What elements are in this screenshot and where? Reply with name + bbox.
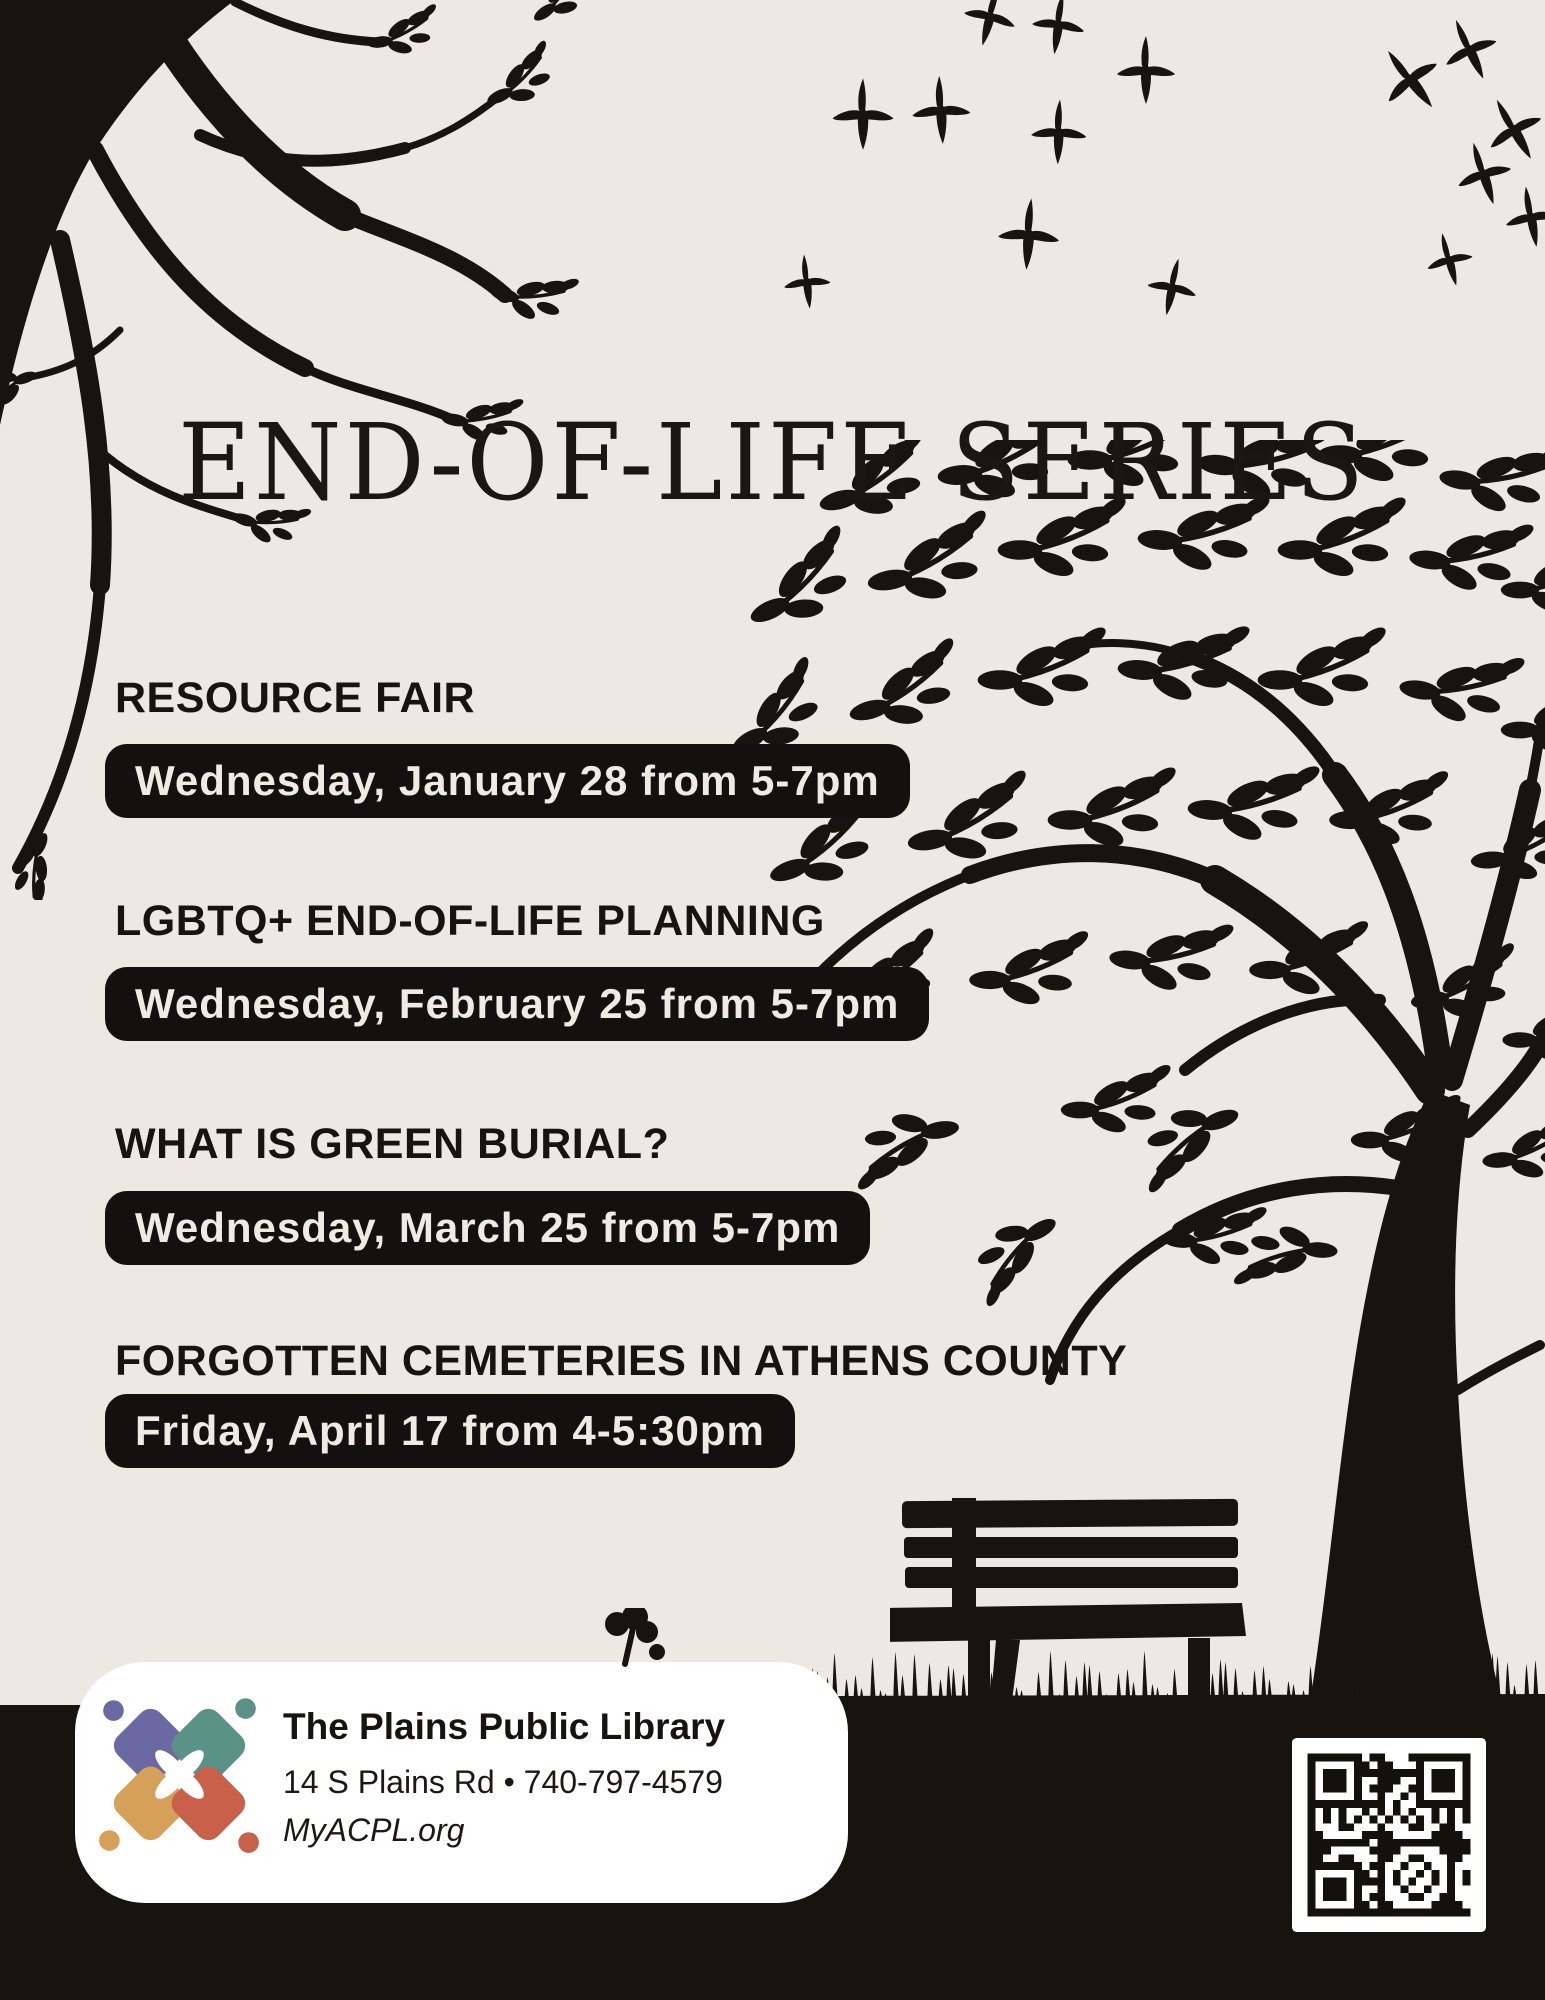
library-flower-logo-icon bbox=[97, 1692, 262, 1857]
library-name: The Plains Public Library bbox=[283, 1706, 726, 1747]
clover-sprig-icon bbox=[595, 1608, 675, 1668]
library-website: MyACPL.org bbox=[283, 1812, 465, 1848]
event-datetime-pill: Wednesday, March 25 from 5-7pm bbox=[105, 1191, 870, 1265]
event-title: RESOURCE FAIR bbox=[115, 674, 476, 722]
event-datetime-pill: Friday, April 17 from 4-5:30pm bbox=[105, 1394, 795, 1468]
page-title: END-OF-LIFE SERIES bbox=[178, 400, 1367, 525]
qr-code-icon bbox=[1292, 1738, 1486, 1932]
event-title: WHAT IS GREEN BURIAL? bbox=[115, 1120, 670, 1168]
library-address: 14 S Plains Rd • 740-797-4579 bbox=[283, 1764, 723, 1800]
event-title: FORGOTTEN CEMETERIES IN ATHENS COUNTY bbox=[115, 1337, 1128, 1385]
event-datetime-pill: Wednesday, January 28 from 5-7pm bbox=[105, 744, 910, 818]
library-info-card bbox=[75, 1662, 848, 1903]
event-datetime-pill: Wednesday, February 25 from 5-7pm bbox=[105, 967, 929, 1041]
event-title: LGBTQ+ END-OF-LIFE PLANNING bbox=[115, 897, 825, 945]
